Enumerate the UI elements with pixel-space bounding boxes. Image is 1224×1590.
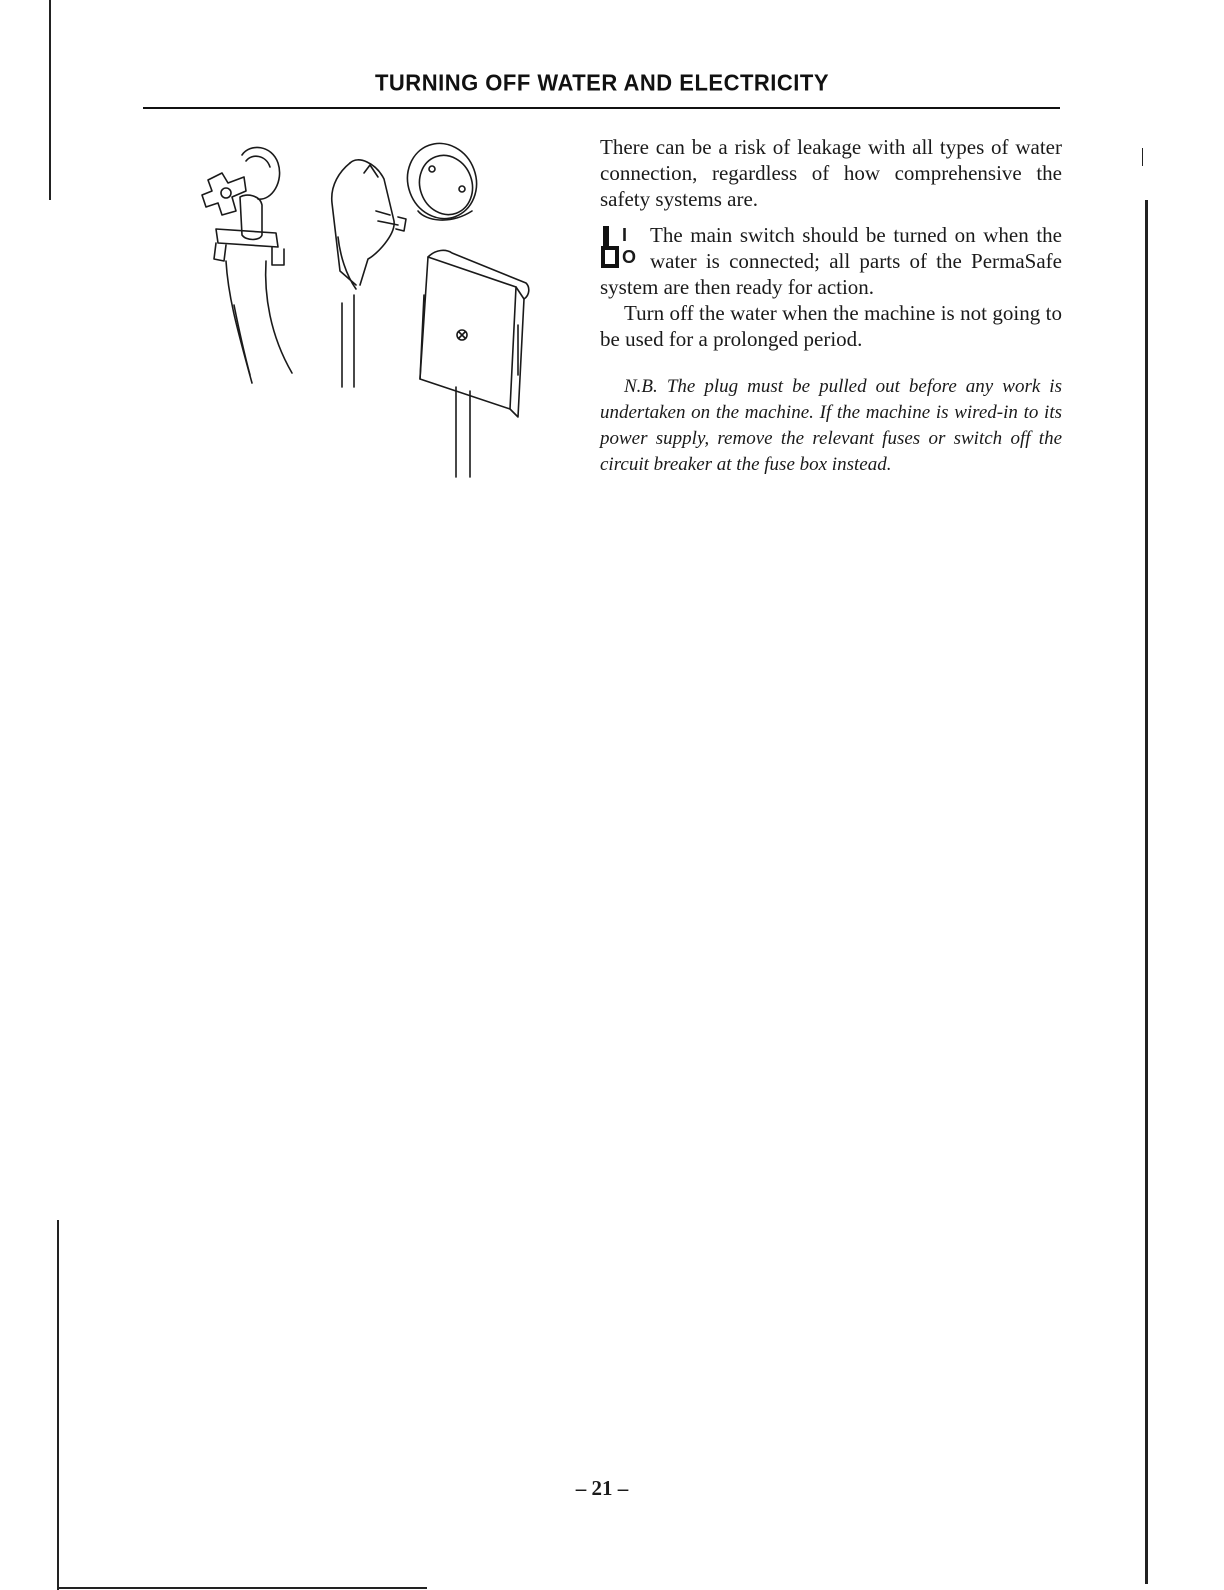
intro-paragraph: There can be a risk of leakage with all types of water connection, regardless of how comprehensive the safety systems are. bbox=[600, 135, 1062, 211]
title-rule bbox=[143, 107, 1060, 109]
text-column bbox=[600, 134, 1062, 478]
main-switch-icon bbox=[600, 224, 644, 270]
switch-off-symbol: O bbox=[622, 247, 637, 267]
page-title: TURNING OFF WATER AND ELECTRICITY bbox=[374, 69, 830, 96]
power-plug-icon bbox=[332, 160, 406, 387]
junction-box-icon bbox=[420, 250, 529, 477]
water-tap-icon bbox=[202, 147, 292, 383]
main-switch-text: The main switch should be turned on when the water is connected; all parts of the PermaSafe system are then ready for action. bbox=[600, 223, 1062, 299]
page-number: – 21 – bbox=[575, 1476, 629, 1500]
safety-note: N.B. The plug must be pulled out before any work is undertaken on the machine. If the machine is wired-in to its power supply, remove the relevant fuses or switch off the circuit breaker at the fuse box instead. bbox=[600, 376, 1062, 475]
scan-edge-left bbox=[49, 0, 51, 200]
connection-illustration bbox=[180, 125, 550, 505]
scan-edge-right-top bbox=[1142, 148, 1143, 166]
turn-off-paragraph: Turn off the water when the machine is not going to be used for a prolonged period. bbox=[600, 301, 1062, 351]
main-switch-paragraph bbox=[600, 222, 1062, 300]
switch-on-symbol: I bbox=[622, 225, 628, 245]
wall-socket-icon bbox=[397, 134, 487, 229]
scan-edge-right bbox=[1145, 200, 1148, 1584]
scan-edge-left-lower bbox=[57, 1220, 59, 1590]
scan-edge-bottom bbox=[57, 1587, 427, 1589]
